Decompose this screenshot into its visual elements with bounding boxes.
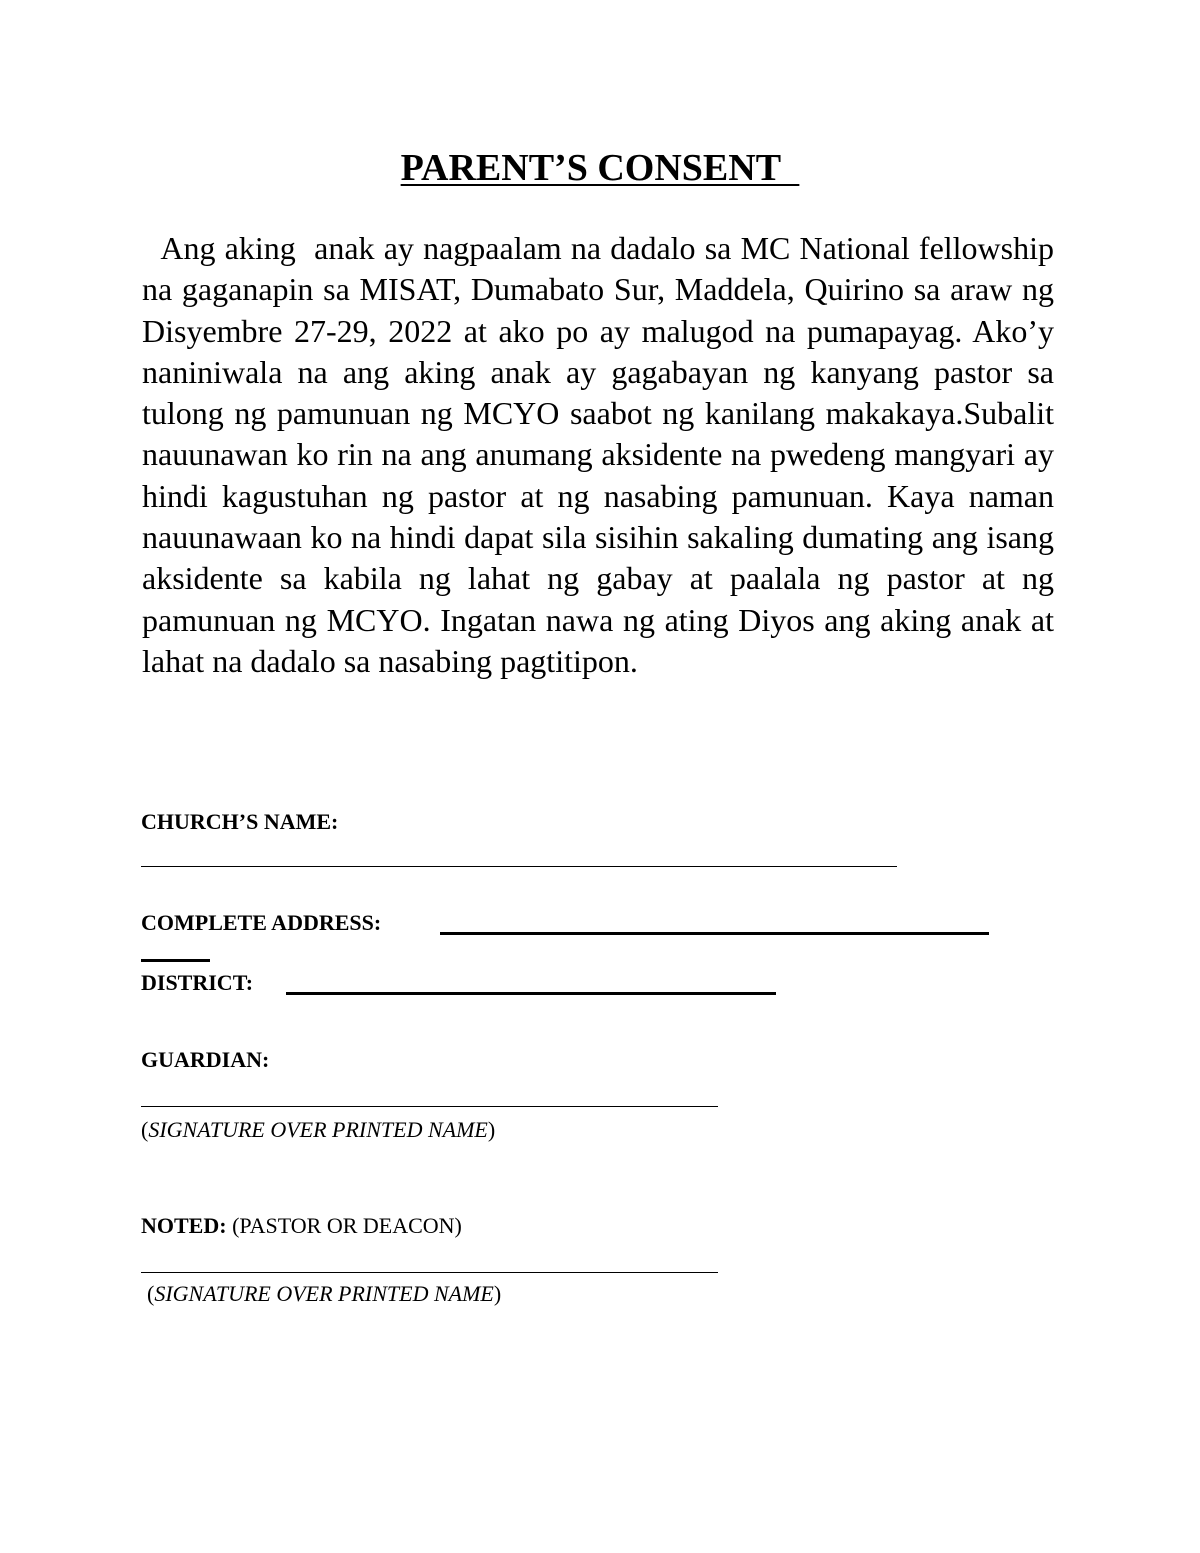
noted-signature-line <box>141 1272 718 1273</box>
consent-body-paragraph: Ang aking anak ay nagpaalam na dadalo sa MC National fellowship na gaganapin sa MISAT, Dumabato Sur, Maddela, Quirino sa araw ng Disyembre 27-29, 2022 at ako po ay malugod na pumapayag. Ako’y naniniwala na ang aking anak ay gagabayan ng kanyang pastor sa tulong ng pamunuan ng MCYO saabot ng kanilang makakaya.Subalit nauunawan ko rin na ang anumang aksidente na pwedeng mangyari ay hindi kagustuhan ng pastor at ng nasabing pamunuan. Kaya naman nauunawaan ko na hindi dapat sila sisihin sakaling dumating ang isang aksidente sa kabila ng lahat ng gabay at paalala ng pastor at ng pamunuan ng MCYO. Ingatan nawa ng ating Diyos ang aking anak at lahat na dadalo sa nasabing pagtitipon. <box>142 230 1063 679</box>
document-title-text: PARENT’S CONSENT <box>400 147 800 189</box>
guardian-label: GUARDIAN: <box>141 1047 270 1072</box>
guardian-signature-caption: (SIGNATURE OVER PRINTED NAME) <box>141 1117 496 1142</box>
document-title <box>0 144 1200 192</box>
noted-role: (PASTOR OR DEACON) <box>226 1213 462 1238</box>
complete-address-line-continued <box>141 959 210 962</box>
complete-address-line <box>440 932 989 935</box>
noted-signature-caption: (SIGNATURE OVER PRINTED NAME) <box>147 1281 502 1306</box>
complete-address-label: COMPLETE ADDRESS: <box>141 910 382 935</box>
church-name-line <box>141 866 897 867</box>
district-label: DISTRICT: <box>141 970 254 995</box>
guardian-signature-line <box>141 1106 718 1107</box>
district-line <box>286 992 776 995</box>
noted-label: NOTED: (PASTOR OR DEACON) <box>141 1213 462 1238</box>
church-name-label: CHURCH’S NAME: <box>141 809 339 834</box>
